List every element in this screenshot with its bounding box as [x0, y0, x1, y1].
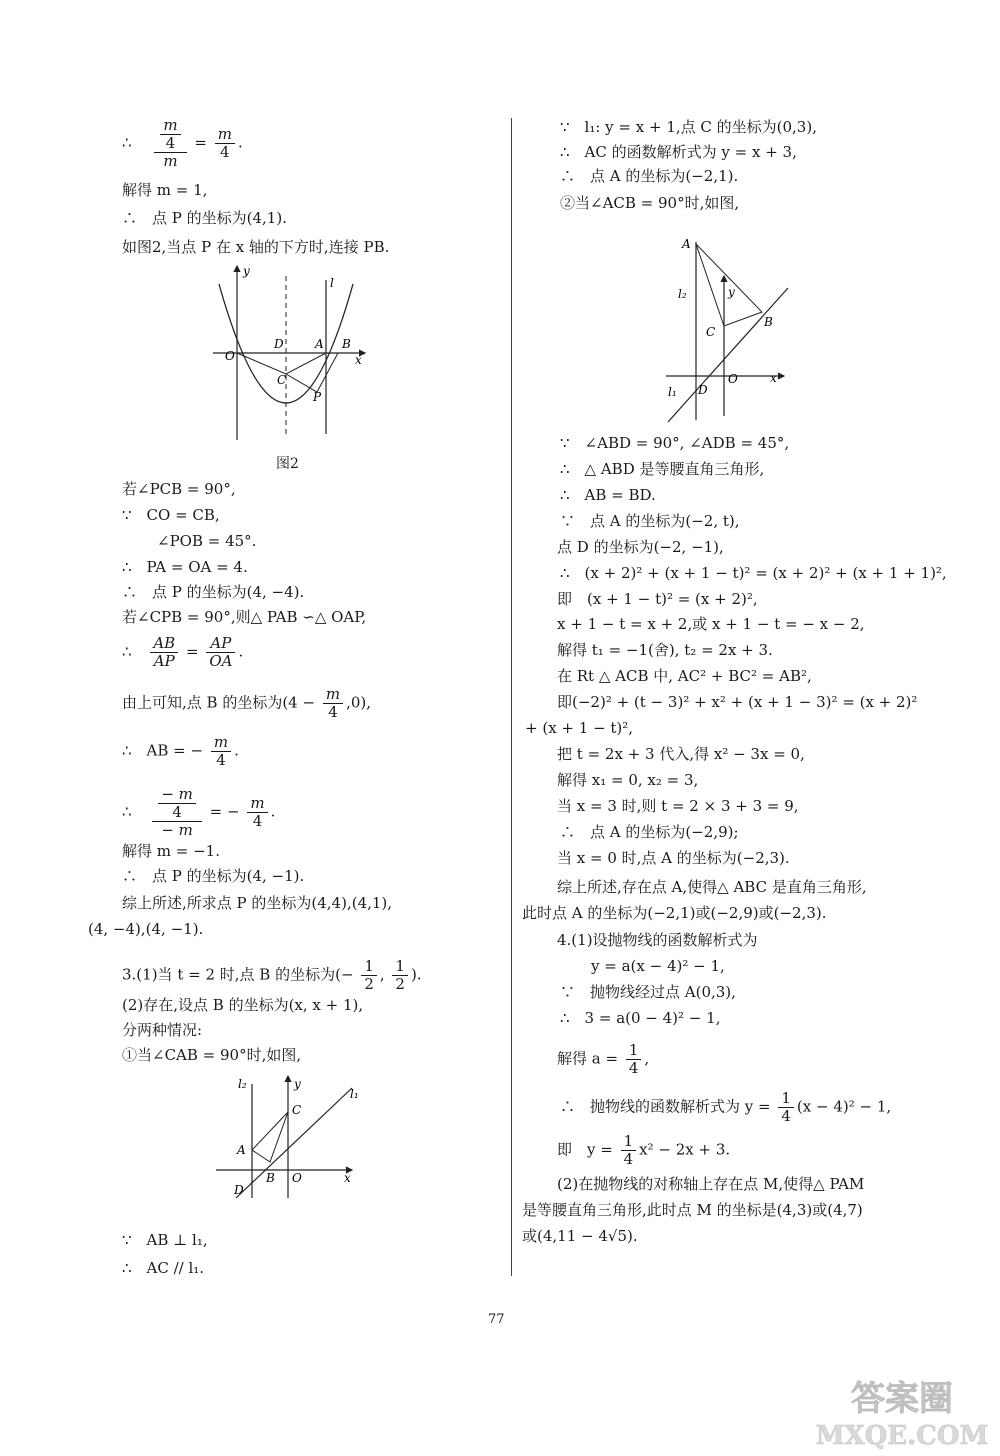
text-line: 即(−2)² + (t − 3)² + x² + (x + 1 − 3)² = (x + 2)² [557, 693, 918, 711]
text-line: 解得 m = 1, [122, 181, 208, 199]
text-line: ∴ (x + 2)² + (x + 1 − t)² = (x + 2)² + (x + 1 + 1)², [560, 564, 947, 582]
svg-text:B: B [764, 315, 773, 329]
svg-text:O: O [292, 1171, 302, 1185]
svg-text:C: C [292, 1103, 302, 1117]
text-line: 在 Rt △ ACB 中, AC² + BC² = AB², [557, 667, 812, 685]
text-line: 把 t = 2x + 3 代入,得 x² − 3x = 0, [557, 745, 805, 763]
text-line: ∵ CO = CB, [122, 506, 220, 524]
text-line: ∴ 点 P 的坐标为(4, −4). [122, 583, 305, 601]
svg-text:l₂: l₂ [678, 287, 687, 301]
svg-text:P: P [313, 390, 322, 404]
therefore-sign: ∴ [122, 133, 132, 152]
svg-text:l₁: l₁ [350, 1087, 359, 1101]
line-fraction-ratio: ∴ $\frac{AB}{AP}$ = $\frac{AP}{OA}$ . [122, 634, 244, 670]
svg-text:A: A [237, 1143, 246, 1157]
text-line: ∴ AC 的函数解析式为 y = x + 3, [560, 143, 797, 161]
svg-text:D: D [234, 1183, 244, 1197]
text-line: 综上所述,所求点 P 的坐标为(4,4),(4,1), [122, 894, 393, 912]
text-line: (2)在抛物线的对称轴上存在点 M,使得△ PAM [557, 1175, 865, 1193]
text-line: 4.(1)设抛物线的函数解析式为 [557, 931, 758, 949]
text-line: 解得 t₁ = −1(舍), t₂ = 2x + 3. [557, 641, 773, 659]
svg-text:O: O [225, 349, 235, 363]
text-line: ∵ l₁: y = x + 1,点 C 的坐标为(0,3), [560, 118, 817, 136]
line-parabola-expression: ∴ 抛物线的函数解析式为 y = $\frac{1}{4}$ (x − 4)² − 1, [560, 1089, 892, 1125]
svg-text:x: x [355, 353, 362, 367]
text-line: 解得 x₁ = 0, x₂ = 3, [557, 771, 699, 789]
figure-case-2-diagram [660, 226, 800, 426]
text-line: ∵ 点 A 的坐标为(−2, t), [560, 512, 740, 530]
text-line: 点 D 的坐标为(−2, −1), [557, 538, 724, 556]
svg-text:x: x [344, 1171, 351, 1185]
svg-text:x: x [770, 371, 777, 385]
compound-fraction: $\frac{\frac{m}{4}}{m}$ [154, 117, 186, 170]
svg-text:C: C [706, 325, 716, 339]
text-line: 如图2,当点 P 在 x 轴的下方时,连接 PB. [122, 238, 390, 256]
svg-text:l: l [330, 276, 334, 290]
text-line: ∴ 点 P 的坐标为(4, −1). [122, 867, 305, 885]
text-line: + (x + 1 − t)², [525, 719, 634, 737]
text-line: 此时点 A 的坐标为(−2,1)或(−2,9)或(−2,3). [522, 904, 827, 922]
text-line: ∵ 抛物线经过点 A(0,3), [560, 983, 736, 1001]
segments-cp-pb [286, 353, 338, 392]
column-divider [511, 118, 512, 1276]
text-line: ∠POB = 45°. [157, 532, 257, 550]
svg-text:B: B [342, 337, 351, 351]
text-line: ②当∠ACB = 90°时,如图, [560, 194, 740, 212]
svg-text:C: C [277, 373, 287, 387]
text-line: 当 x = 3 时,则 t = 2 × 3 + 3 = 9, [557, 797, 799, 815]
line-l1 [668, 288, 788, 422]
watermark-logo [812, 1372, 992, 1452]
text-line: ①当∠CAB = 90°时,如图, [122, 1046, 302, 1064]
svg-text:l₁: l₁ [668, 385, 677, 399]
line-parabola-expanded: 即 y = $\frac{1}{4}$ x² − 2x + 3. [557, 1132, 731, 1168]
svg-text:y: y [728, 285, 735, 299]
text-line: 若∠PCB = 90°, [122, 480, 236, 498]
page-number: 77 [488, 1312, 505, 1327]
svg-text:MXQE.COM: MXQE.COM [815, 1421, 989, 1451]
line-ab-value: ∴ AB = − $\frac{m}{4}$ . [122, 733, 239, 769]
text-line: 若∠CPB = 90°,则△ PAB ∽△ OAP, [122, 608, 367, 626]
svg-text:A: A [315, 337, 324, 351]
line-point-b: 由上可知,点 B 的坐标为(4 − $\frac{m}{4}$ ,0), [122, 685, 372, 721]
text-line: (4, −4),(4, −1). [88, 920, 204, 938]
text-line: 解得 m = −1. [122, 842, 220, 860]
text-line: ∵ ∠ABD = 90°, ∠ADB = 45°, [560, 434, 790, 452]
svg-text:y: y [243, 264, 250, 278]
line-fraction-negative-m: ∴ $\frac{\frac{- m}{4}}{- m}$ = − $\frac{m}{4}$ . [122, 785, 276, 839]
text-line: ∴ △ ABD 是等腰直角三角形, [560, 460, 765, 478]
svg-text:l₂: l₂ [238, 1077, 247, 1091]
text-line: 当 x = 0 时,点 A 的坐标为(−2,3). [557, 849, 790, 867]
segments-oc-cb [237, 353, 326, 374]
line-fraction-m: ∴ $\frac{\frac{m}{4}}{m}$ = $\frac{m}{4}$ . [122, 116, 243, 170]
text-line: 是等腰直角三角形,此时点 M 的坐标是(4,3)或(4,7) [522, 1201, 863, 1219]
svg-text:答案圈: 答案圈 [851, 1379, 953, 1419]
text-line: ∵ AB ⊥ l₁, [122, 1231, 208, 1249]
text-line: ∴ AB = BD. [560, 486, 656, 504]
text-line: ∴ 3 = a(0 − 4)² − 1, [560, 1009, 721, 1027]
figure-2-caption: 图2 [276, 456, 299, 472]
svg-text:D: D [698, 383, 708, 397]
text-line: 综上所述,存在点 A,使得△ ABC 是直角三角形, [557, 878, 867, 896]
text-line: y = a(x − 4)² − 1, [591, 957, 725, 975]
line-a-value: 解得 a = $\frac{1}{4}$ , [557, 1041, 650, 1077]
fraction: $\frac{m}{4}$ [215, 126, 235, 161]
text-line: (2)存在,设点 B 的坐标为(x, x + 1), [122, 996, 364, 1014]
text-line: 或(4,11 − 4√5). [522, 1227, 638, 1245]
svg-text:y: y [294, 1077, 301, 1091]
text-line: 即 (x + 1 − t)² = (x + 2)², [557, 590, 758, 608]
svg-text:A: A [682, 237, 691, 251]
text-line: ∴ PA = OA = 4. [122, 558, 248, 576]
text-line: ∴ 点 A 的坐标为(−2,9); [560, 823, 739, 841]
text-line: x + 1 − t = x + 2,或 x + 1 − t = − x − 2, [557, 615, 865, 633]
figure-case-1-diagram [212, 1070, 362, 1200]
text-line: 分两种情况: [122, 1021, 203, 1039]
line-problem-3-part-1: 3.(1)当 t = 2 时,点 B 的坐标为(− $\frac{1}{2}$ , $\frac{1}{2}$ ). [122, 957, 422, 993]
text-line: ∴ 点 P 的坐标为(4,1). [122, 209, 287, 227]
text-line: ∴ 点 A 的坐标为(−2,1). [560, 167, 739, 185]
svg-text:O: O [728, 372, 738, 386]
svg-text:B: B [266, 1171, 275, 1185]
svg-text:D: D [274, 337, 284, 351]
figure-2-parabola-diagram [205, 262, 375, 442]
text-line: ∴ AC // l₁. [122, 1259, 205, 1277]
